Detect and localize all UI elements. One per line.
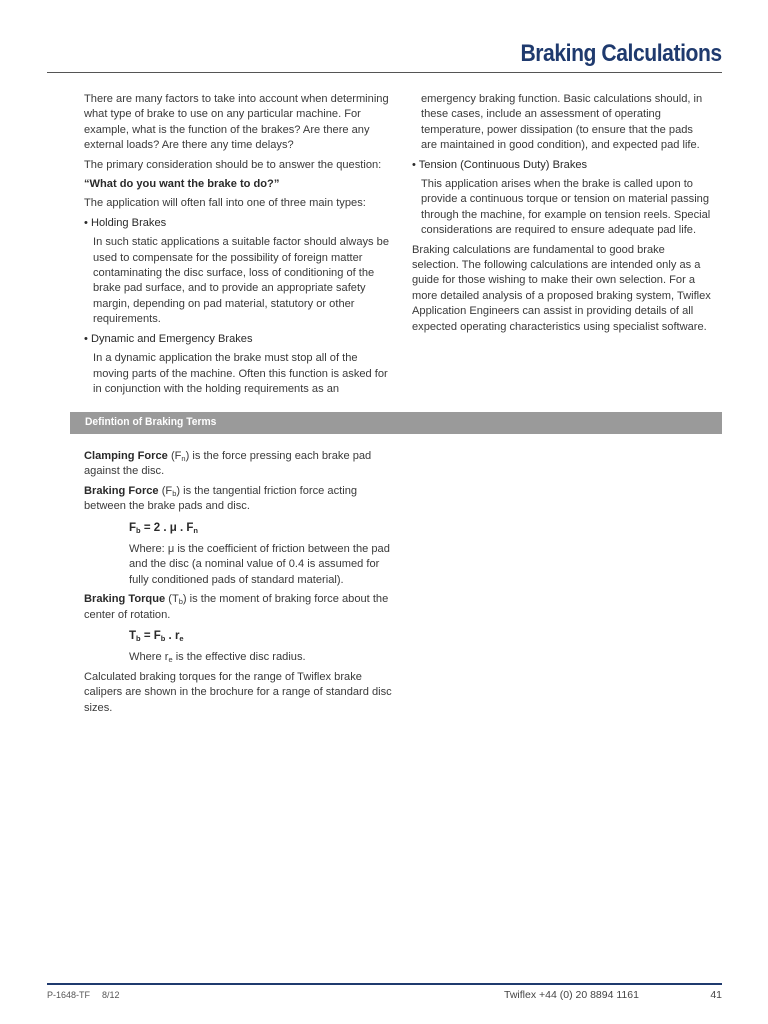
clamping-force-text: ) is the force pressing each brake pad against the disc. [84, 450, 372, 478]
document-date: 8/12 [102, 990, 120, 1000]
dynamic-brakes-continued: emergency braking function. Basic calculations should, in these cases, include an assessment of operating temperature, power dissipation (to ensure that the pads are maintained in good condition), and expected pad life. [421, 93, 703, 152]
braking-torque-text: ) is the moment of braking force about the center of rotation. [84, 593, 389, 621]
formula2-part: = F [140, 630, 161, 643]
right-column [412, 92, 712, 339]
key-question: “What do you want the brake to do?” [84, 178, 280, 191]
page-title: Braking Calculations [520, 40, 722, 67]
formula1-part: F [129, 521, 137, 534]
footer-document-info [47, 990, 120, 1000]
tension-brakes-text: This application arises when the brake is called upon to provide a continuous torque or tension on material passing through the machine, for example on tension reels. Special considerations are required to ensure adequate pad life. [421, 178, 711, 237]
braking-force-symbol: (F [161, 484, 173, 497]
dynamic-brakes-title: • Dynamic and Emergency Brakes [84, 332, 253, 345]
radius-note-part: is the effective disc radius. [172, 651, 306, 664]
formula2-subscript: e [179, 634, 184, 644]
header-divider [47, 72, 722, 73]
braking-force-formula [84, 521, 394, 536]
types-intro: The application will often fall into one of three main types: [84, 197, 366, 210]
primary-paragraph: The primary consideration should be to answer the question: [84, 158, 382, 171]
clamping-force-symbol: (F [170, 450, 182, 462]
page-number: 41 [710, 989, 722, 1001]
braking-force-definition [84, 484, 394, 515]
radius-note-part: Where r [129, 651, 169, 664]
tension-brakes-title: • Tension (Continuous Duty) Brakes [412, 158, 588, 171]
dynamic-brakes-text: In a dynamic application the brake must stop all of the moving parts of the machine. Often this function is asked for in conjunction with the holding requirements as an [93, 352, 388, 395]
clamping-force-label: Clamping Force [84, 450, 168, 462]
section-header-bar [70, 412, 722, 434]
braking-torque-definition [84, 592, 394, 623]
footer-divider [47, 983, 722, 985]
braking-torque-label: Braking Torque [84, 593, 166, 606]
formula1-part: = 2 . μ . F [140, 521, 194, 534]
clamping-force-definition [84, 449, 394, 480]
braking-torque-symbol: (T [168, 593, 179, 606]
calculations-paragraph: Braking calculations are fundamental to good brake selection. The following calculations are intended only as a guide for those wishing to make their own selection. For a more detailed analysis of a proposed braking system, Twiflex Application Engineers can assist in providing details of all expected operating characteristics using specialist software. [412, 243, 711, 333]
formula2-subscript: b [136, 634, 141, 644]
radius-note-subscript: e [168, 655, 173, 665]
formula2-subscript: b [160, 634, 166, 644]
clamping-force-subscript: n [181, 454, 186, 463]
formula1-subscript: b [136, 525, 141, 535]
left-column [84, 92, 392, 401]
braking-force-text: ) is the tangential friction force acting between the brake pads and disc. [84, 484, 358, 513]
holding-brakes-title: • Holding Brakes [84, 216, 167, 229]
braking-torque-formula [84, 629, 394, 644]
formula2-part: T [129, 630, 137, 643]
holding-brakes-text: In such static applications a suitable factor should always be used to compensate for the possibility of foreign matter contaminating the disc surface, loss of conditioning of the brake pad surface, and to provide an appropriate safety margin, depending on pad material, statutory or other requirements. [93, 236, 389, 326]
friction-coefficient-note: Where: μ is the coefficient of friction between the pad and the disc (a nominal value of 0.4 is assumed for fully conditioned pads of standard material). [129, 543, 390, 586]
document-code: P-1648-TF [47, 990, 91, 1000]
torque-brochure-note: Calculated braking torques for the range of Twiflex brake calipers are shown in the brochure for a range of standard disc sizes. [84, 670, 392, 714]
braking-force-label: Braking Force [84, 484, 159, 497]
footer-contact: Twiflex +44 (0) 20 8894 1161 [504, 989, 639, 1001]
intro-paragraph: There are many factors to take into account when determining what type of brake to use on any particular machine. For example, what is the function of the brakes? Are there any external loads? Are there any time delays? [84, 93, 389, 152]
braking-torque-subscript: b [178, 597, 183, 607]
effective-radius-note [84, 650, 394, 665]
braking-force-subscript: b [172, 488, 177, 498]
formula2-part: . r [165, 630, 180, 643]
section-title: Defintion of Braking Terms [85, 416, 217, 428]
braking-terms [84, 449, 394, 720]
formula1-subscript: n [193, 525, 198, 535]
